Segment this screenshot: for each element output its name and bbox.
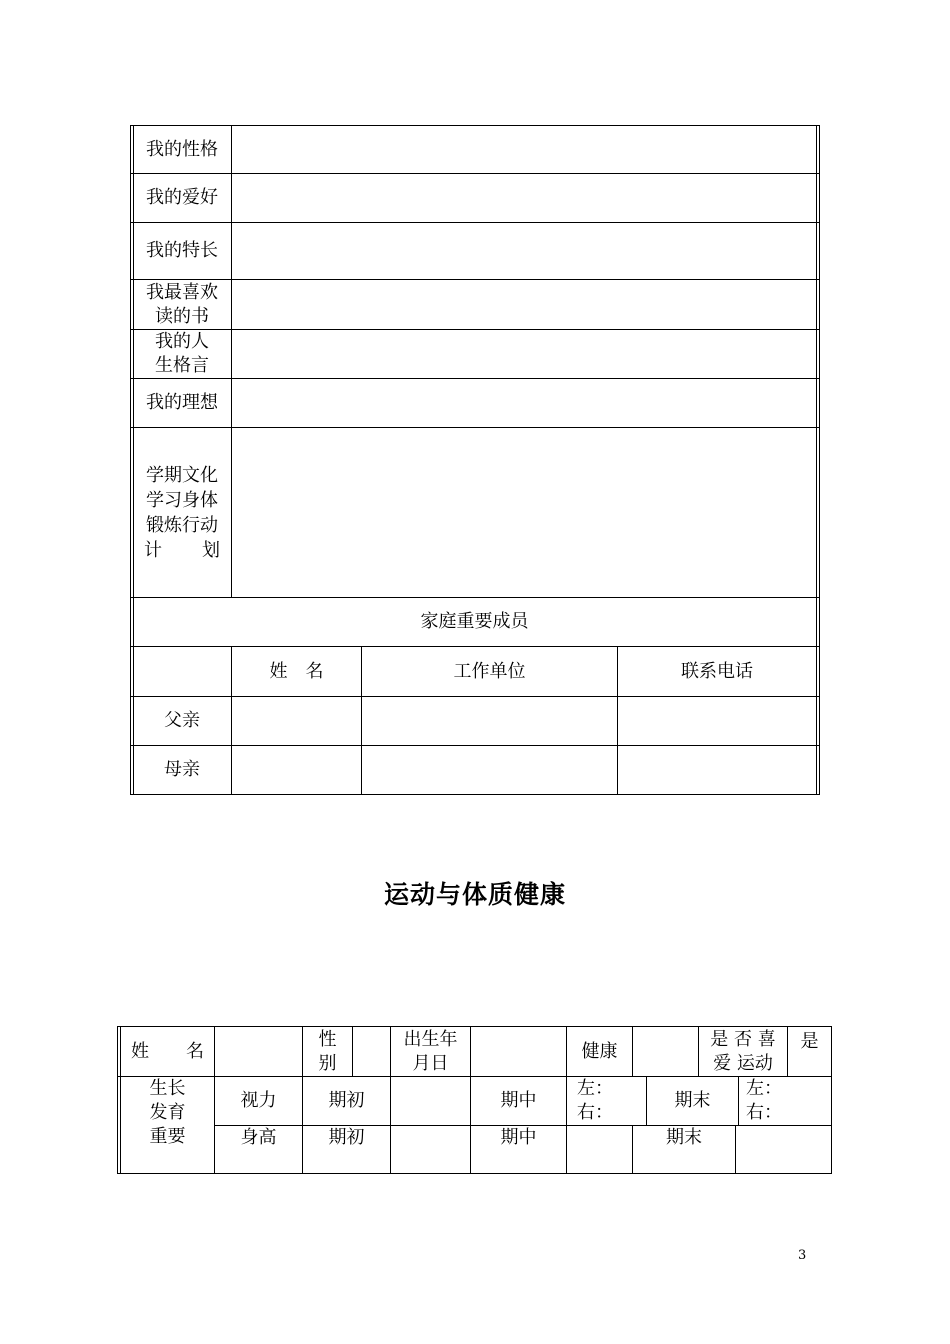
vision-mid-field[interactable]: 左： 右： xyxy=(577,1078,613,1123)
height-end-field[interactable] xyxy=(736,1126,831,1173)
motto-field[interactable] xyxy=(232,330,816,378)
father-work-field[interactable] xyxy=(362,697,617,745)
label-growth: 生长 发育 重要 xyxy=(149,1078,186,1147)
label-name: 姓 名 xyxy=(131,1040,204,1062)
label-hobbies: 我的爱好 xyxy=(146,187,218,208)
label-likes-sport: 是 否 喜 爱 运动 xyxy=(710,1028,776,1074)
mother-work-field[interactable] xyxy=(362,746,617,794)
section-title: 运动与体质健康 xyxy=(383,880,566,909)
vision-start-label: 期初 xyxy=(328,1090,365,1111)
vision-end-field[interactable]: 左： 右： xyxy=(746,1078,782,1123)
likes-sport-value[interactable]: 是 xyxy=(800,1031,819,1052)
vision-start-field[interactable] xyxy=(391,1077,470,1125)
vision-end-label: 期末 xyxy=(674,1090,711,1111)
gender-field[interactable] xyxy=(353,1027,390,1076)
label-personality: 我的性格 xyxy=(146,138,218,160)
birthdate-field[interactable] xyxy=(471,1027,566,1076)
mother-name-field[interactable] xyxy=(232,746,361,794)
label-birthdate: 出生年 月日 xyxy=(403,1028,458,1074)
name-field[interactable] xyxy=(215,1027,302,1076)
row-label-mother: 母亲 xyxy=(164,759,200,780)
height-start-label: 期初 xyxy=(328,1127,365,1148)
label-health: 健康 xyxy=(581,1040,618,1062)
height-mid-label: 期中 xyxy=(500,1127,537,1148)
label-motto: 我的人 生格言 xyxy=(155,331,209,376)
height-mid-field[interactable] xyxy=(567,1126,632,1173)
col-header-phone: 联系电话 xyxy=(681,660,753,682)
label-specialty: 我的特长 xyxy=(146,240,218,261)
hobbies-field[interactable] xyxy=(232,174,816,222)
vision-mid-label: 期中 xyxy=(500,1090,537,1111)
father-phone-field[interactable] xyxy=(618,697,816,745)
label-ideal: 我的理想 xyxy=(146,392,218,413)
father-name-field[interactable] xyxy=(232,697,361,745)
mother-phone-field[interactable] xyxy=(618,746,816,794)
label-action-plan: 学期文化 学习身体 锻炼行动 计 划 xyxy=(144,464,220,561)
label-height: 身高 xyxy=(240,1127,277,1148)
action-plan-field[interactable] xyxy=(232,428,816,597)
label-favorite-book: 我最喜欢 读的书 xyxy=(146,281,218,327)
health-field[interactable] xyxy=(633,1027,698,1076)
label-gender: 性 别 xyxy=(318,1028,337,1074)
favorite-book-field[interactable] xyxy=(232,280,816,329)
page-number: 3 xyxy=(798,1248,807,1263)
family-blank-header xyxy=(133,647,231,696)
height-end-label: 期末 xyxy=(666,1127,702,1148)
family-members-header: 家庭重要成员 xyxy=(420,611,529,632)
height-start-field[interactable] xyxy=(391,1126,470,1173)
personality-field[interactable] xyxy=(232,126,816,173)
specialty-field[interactable] xyxy=(232,223,816,279)
row-label-father: 父亲 xyxy=(164,710,200,731)
label-vision: 视力 xyxy=(240,1090,277,1111)
col-header-name: 姓 名 xyxy=(269,660,324,682)
ideal-field[interactable] xyxy=(232,379,816,427)
col-header-work: 工作单位 xyxy=(453,660,526,682)
